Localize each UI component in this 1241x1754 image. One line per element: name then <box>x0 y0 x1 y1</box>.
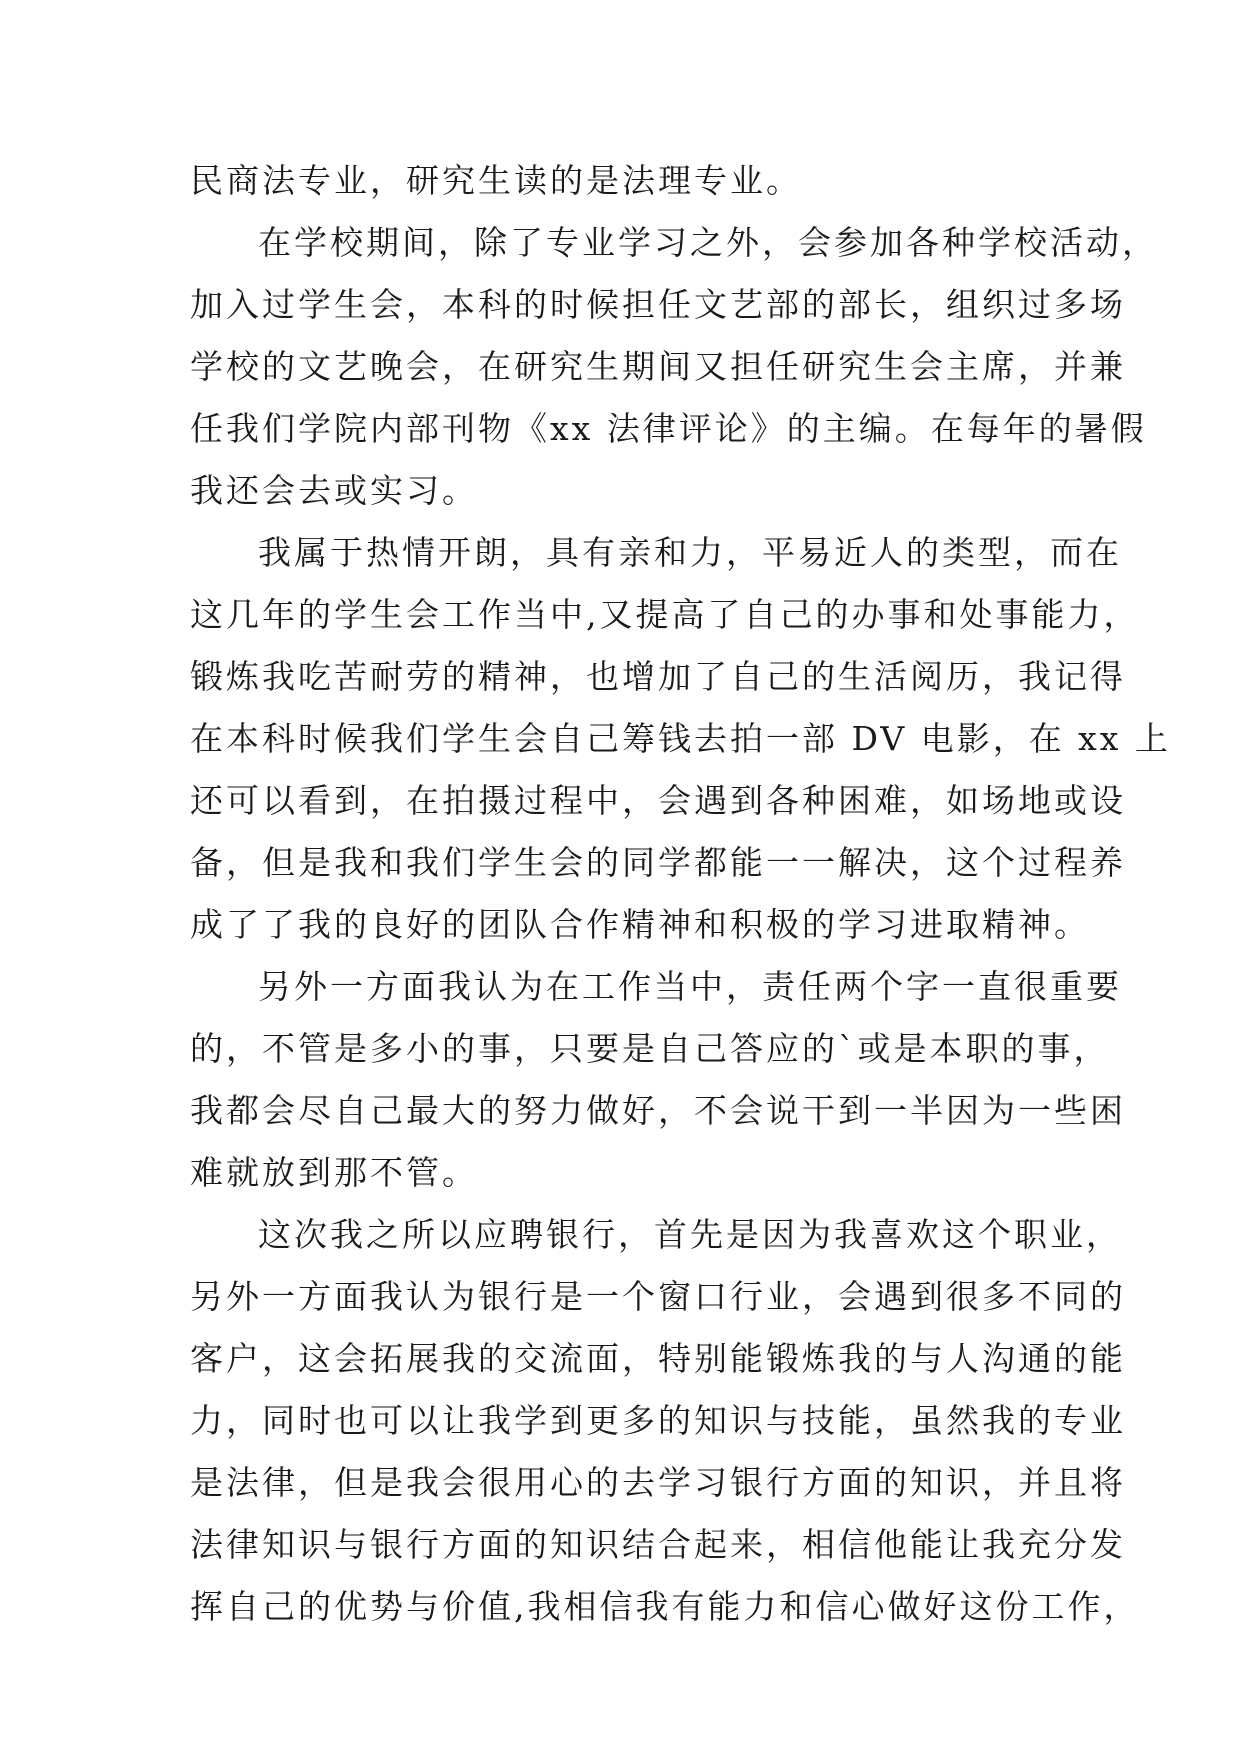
text-line: 在本科时候我们学生会自己筹钱去拍一部 DV 电影，在 xx 上 <box>190 719 1171 758</box>
text-line: 备，但是我和我们学生会的同学都能一一解决，这个过程养 <box>190 843 1126 882</box>
text-line: 另外一方面我认为在工作当中，责任两个字一直很重要 <box>258 967 1122 1006</box>
text-line: 这几年的学生会工作当中,又提高了自己的办事和处事能力， <box>190 595 1140 634</box>
text-line: 在学校期间，除了专业学习之外，会参加各种学校活动， <box>258 223 1158 262</box>
text-line: 锻炼我吃苦耐劳的精神，也增加了自己的生活阅历，我记得 <box>190 657 1126 696</box>
text-line: 客户，这会拓展我的交流面，特别能锻炼我的与人沟通的能 <box>190 1339 1126 1378</box>
text-line: 法律知识与银行方面的知识结合起来，相信他能让我充分发 <box>190 1525 1126 1564</box>
text-line: 我属于热情开朗，具有亲和力，平易近人的类型，而在 <box>258 533 1122 572</box>
text-line: 我还会去或实习。 <box>190 471 478 510</box>
text-line: 难就放到那不管。 <box>190 1153 478 1192</box>
text-line: 我都会尽自己最大的努力做好，不会说干到一半因为一些困 <box>190 1091 1126 1130</box>
text-line: 的，不管是多小的事，只要是自己答应的`或是本职的事， <box>190 1029 1110 1068</box>
text-line: 挥自己的优势与价值,我相信我有能力和信心做好这份工作， <box>190 1587 1140 1626</box>
text-line: 任我们学院内部刊物《xx 法律评论》的主编。在每年的暑假 <box>190 409 1147 448</box>
text-line: 还可以看到，在拍摄过程中，会遇到各种困难，如场地或设 <box>190 781 1126 820</box>
text-line: 加入过学生会，本科的时候担任文艺部的部长，组织过多场 <box>190 285 1126 324</box>
text-line: 成了了我的良好的团队合作精神和积极的学习进取精神。 <box>190 905 1090 944</box>
text-line: 这次我之所以应聘银行，首先是因为我喜欢这个职业， <box>258 1215 1122 1254</box>
document-body <box>190 150 1171 1638</box>
text-line: 是法律，但是我会很用心的去学习银行方面的知识，并且将 <box>190 1463 1126 1502</box>
text-line: 学校的文艺晚会，在研究生期间又担任研究生会主席，并兼 <box>190 347 1126 386</box>
text-line: 民商法专业，研究生读的是法理专业。 <box>190 161 802 200</box>
text-line: 另外一方面我认为银行是一个窗口行业，会遇到很多不同的 <box>190 1277 1126 1316</box>
text-line: 力，同时也可以让我学到更多的知识与技能，虽然我的专业 <box>190 1401 1126 1440</box>
